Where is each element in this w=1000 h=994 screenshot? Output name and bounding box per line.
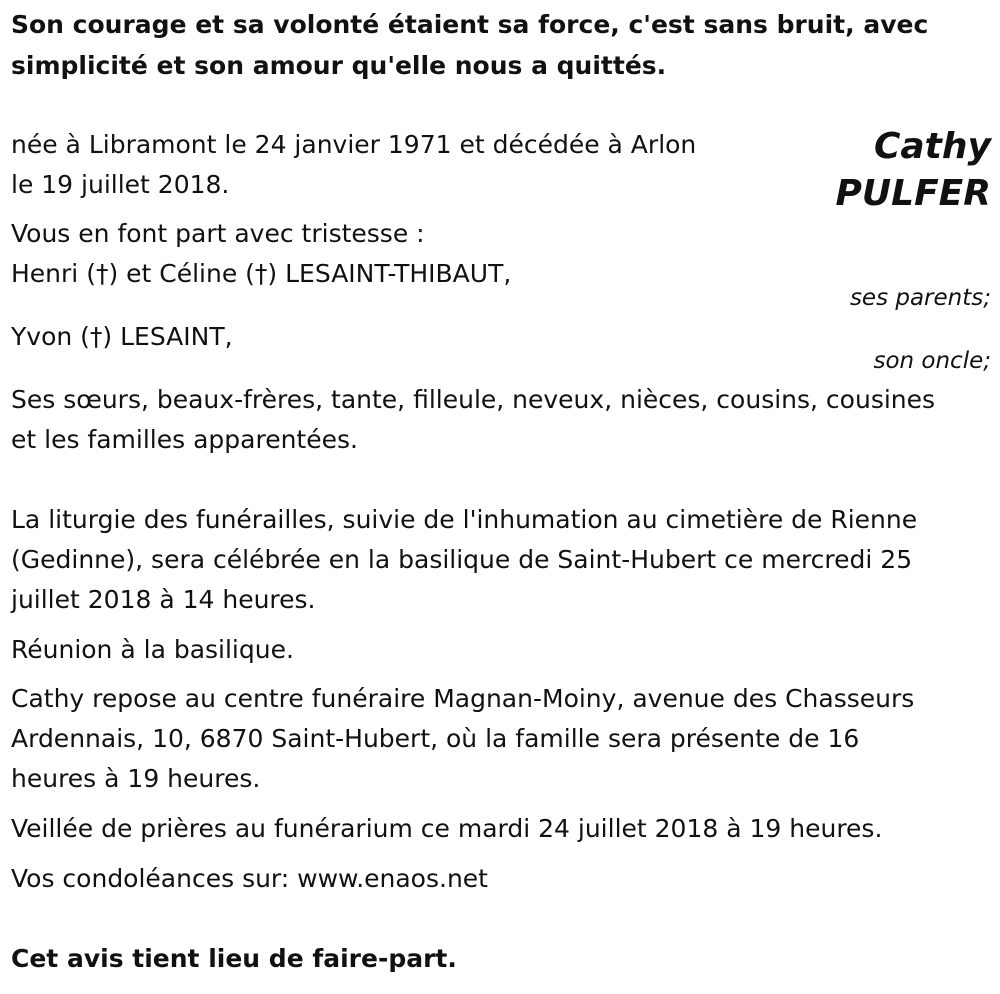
condolences-note: Vos condoléances sur: www.enaos.net <box>11 864 488 893</box>
header-quote-line-2: simplicité et son amour qu'elle nous a quittés. <box>11 51 667 80</box>
announcers-uncle: Yvon (†) LESAINT, <box>11 322 233 351</box>
rest-line-2: Ardennais, 10, 6870 Saint-Hubert, où la famille sera présente de 16 <box>11 724 860 753</box>
footer-notice: Cet avis tient lieu de faire-part. <box>11 944 457 973</box>
header-quote-line-1: Son courage et sa volonté étaient sa force, c'est sans bruit, avec <box>11 10 929 39</box>
deceased-first-name: Cathy <box>873 126 991 167</box>
rest-line-1: Cathy repose au centre funéraire Magnan-Moiny, avenue des Chasseurs <box>11 684 915 713</box>
birth-line-1: née à Libramont le 24 janvier 1971 et décédée à Arlon <box>11 130 697 159</box>
announcers-intro: Vous en font part avec tristesse : <box>11 219 425 248</box>
rest-line-3: heures à 19 heures. <box>11 764 261 793</box>
parents-role: ses parents; <box>849 285 991 311</box>
family-line-1: Ses sœurs, beaux-frères, tante, filleule, neveux, nièces, cousins, cousines <box>11 385 936 414</box>
vigil-note: Veillée de prières au funérarium ce mardi 24 juillet 2018 à 19 heures. <box>11 814 883 843</box>
funeral-line-1: La liturgie des funérailles, suivie de l'inhumation au cimetière de Rienne <box>11 505 918 534</box>
deceased-last-name: PULFER <box>835 173 991 214</box>
meeting-note: Réunion à la basilique. <box>11 635 294 664</box>
announcers-parents: Henri (†) et Céline (†) LESAINT-THIBAUT, <box>11 259 512 288</box>
uncle-role: son oncle; <box>873 348 991 374</box>
funeral-line-2: (Gedinne), sera célébrée en la basilique de Saint-Hubert ce mercredi 25 <box>11 545 913 574</box>
birth-line-2: le 19 juillet 2018. <box>11 170 230 199</box>
funeral-line-3: juillet 2018 à 14 heures. <box>11 585 316 614</box>
family-line-2: et les familles apparentées. <box>11 425 358 454</box>
